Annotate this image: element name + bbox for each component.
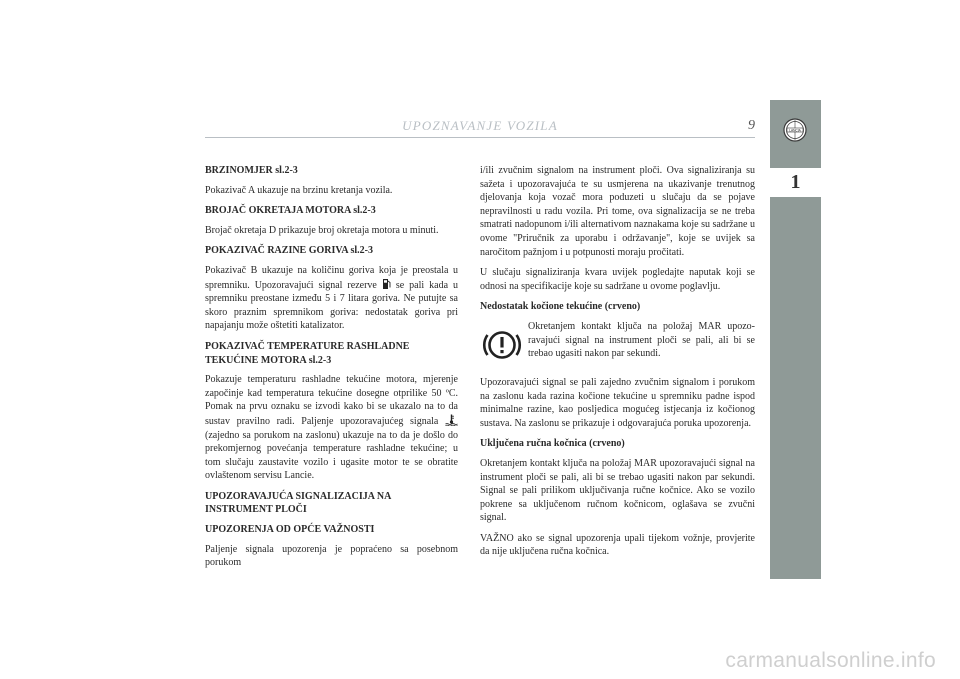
page-title: UPOZNAVANJE VOZILA (402, 118, 558, 133)
section-heading-coolant-temperature: POKAZIVAČ TEMPERATURE RASHLADNE TEKUĆINE MOTORA sl.2-3 (205, 340, 410, 366)
svg-text:LANCIA: LANCIA (789, 128, 801, 133)
section-heading-general-warnings: UPOZORENJA OD OPĆE VAŽNOSTI (205, 524, 375, 536)
paragraph-handbrake-important: VAŽNO ako se signal upozorenja upali tijekom vožnje, provjerite da nije uključena ručna kočnica. (480, 532, 755, 558)
brake-fluid-warning-block (480, 320, 755, 370)
left-column (205, 164, 458, 577)
header-rule (205, 137, 755, 138)
page-number: 9 (748, 118, 755, 133)
section-heading-handbrake: Uključena ručna kočnica (crveno) (480, 438, 625, 450)
paragraph-rev-counter: Brojač okretaja D prikazuje broj okretaja motora u minuti. (205, 224, 439, 236)
paragraph-brake-fluid-level: Upozoravajući signal se pali zajedno zvučnim signalom i porukom na zaslonu kada razina kočione tekućine u spremniku padne ispod minimalne razine, kao posljedica mogućeg istjecanja iz kočionog sustava. Na zaslonu se prikazuje i odgovarajuća poruka upozorenja. (480, 376, 755, 429)
chapter-number: 1 (770, 168, 821, 197)
paragraph-fuel-gauge: Pokazivač B ukazuje na količinu goriva koja je preostala u spremniku. Upozoravajući signal rezerve se pali kada u spremniku preostane između 5 i 7 litara goriva. Ne putujte sa skoro praznim spremnikom goriva: nedostatak goriva pri napajanju može oštetiti katalizator. (205, 264, 459, 332)
coolant-temperature-icon (445, 414, 458, 426)
paragraph-general-warnings: Paljenje signala upozorenja je popraćeno sa posebnom porukom (205, 543, 458, 569)
paragraph-brake-fluid-key: Okretanjem kontakt ključa na položaj MAR upozo-ravajući signal na instrument ploči se pali, ali bi se trebao ugasiti nakon par sekundi. (528, 320, 755, 360)
paragraph-warnings-continued: i/ili zvučnim signalom na instrument ploči. Ova signaliziranja su sažeta i upozoravajuća te su usmjerena na ukazivanje trenutnog djelovanja koja vozač mora poduzeti u slučaju da se pojave nepravilnosti u radu vozila. Pri tome, ova signalizacija se ne treba smatrati nadopunom i/ili alternativom naznakama koje su sadržane u ovome "Priručnik za uporabu i održavanje", koje se uvijek sa naročitom pažnjom i u potpunosti moraju pročitati. (480, 165, 755, 258)
brake-warning-icon (480, 323, 524, 367)
paragraph-speedometer: Pokazivač A ukazuje na brzinu kretanja vozila. (205, 184, 393, 196)
section-heading-warning-signals: UPOZORAVAJUĆA SIGNALIZACIJA NA INSTRUMENT PLOČI (205, 490, 391, 516)
section-heading-speedometer: BRZINOMJER sl.2-3 (205, 165, 298, 176)
lancia-logo-icon (783, 118, 807, 142)
page-header (205, 118, 755, 140)
paragraph-fault-signalling: U slučaju signaliziranja kvara uvijek pogledajte naputak koji se odnosi na specifikacije koje su sadržane u ovome poglavlju. (480, 267, 755, 292)
section-heading-fuel-gauge: POKAZIVAČ RAZINE GORIVA sl.2-3 (205, 245, 373, 257)
section-heading-rev-counter: BROJAČ OKRETAJA MOTORA sl.2-3 (205, 205, 376, 217)
right-column (480, 164, 755, 566)
paragraph-coolant-temperature: Pokazuje temperaturu rashladne tekućine motora, mjerenje započinje kad temperatura tekućine dosegne otprilike 50 ºC. Pomak na prvu oznaku se izvodi kako bi se ukazalo na to da sustav pravilno radi. Paljenje upozoravajućeg signala (zajedno sa porukom na zaslonu) ukazuje na to da je došlo do prekomjernog povećanja temperature rashladne tekućine; u tom slučaju zaustavite vozilo i ugasite motor te se obratite ovlaštenom servisu Lancie. (205, 374, 458, 482)
section-heading-brake-fluid: Nedostatak kočione tekućine (crveno) (480, 301, 641, 313)
fuel-pump-icon (382, 278, 391, 290)
watermark: carmanualsonline.info (725, 649, 936, 672)
paragraph-handbrake: Okretanjem kontakt ključa na položaj MAR upozoravajući signal na instrument ploči se pali, ali bi se trebao ugasiti nakon par sekundi. Signal se pali prilikom uključivanja ručne kočnice. Ako se vozilo pokrene sa uključenom ručnom kočnicom, oglašava se zvučni signal. (480, 457, 755, 524)
